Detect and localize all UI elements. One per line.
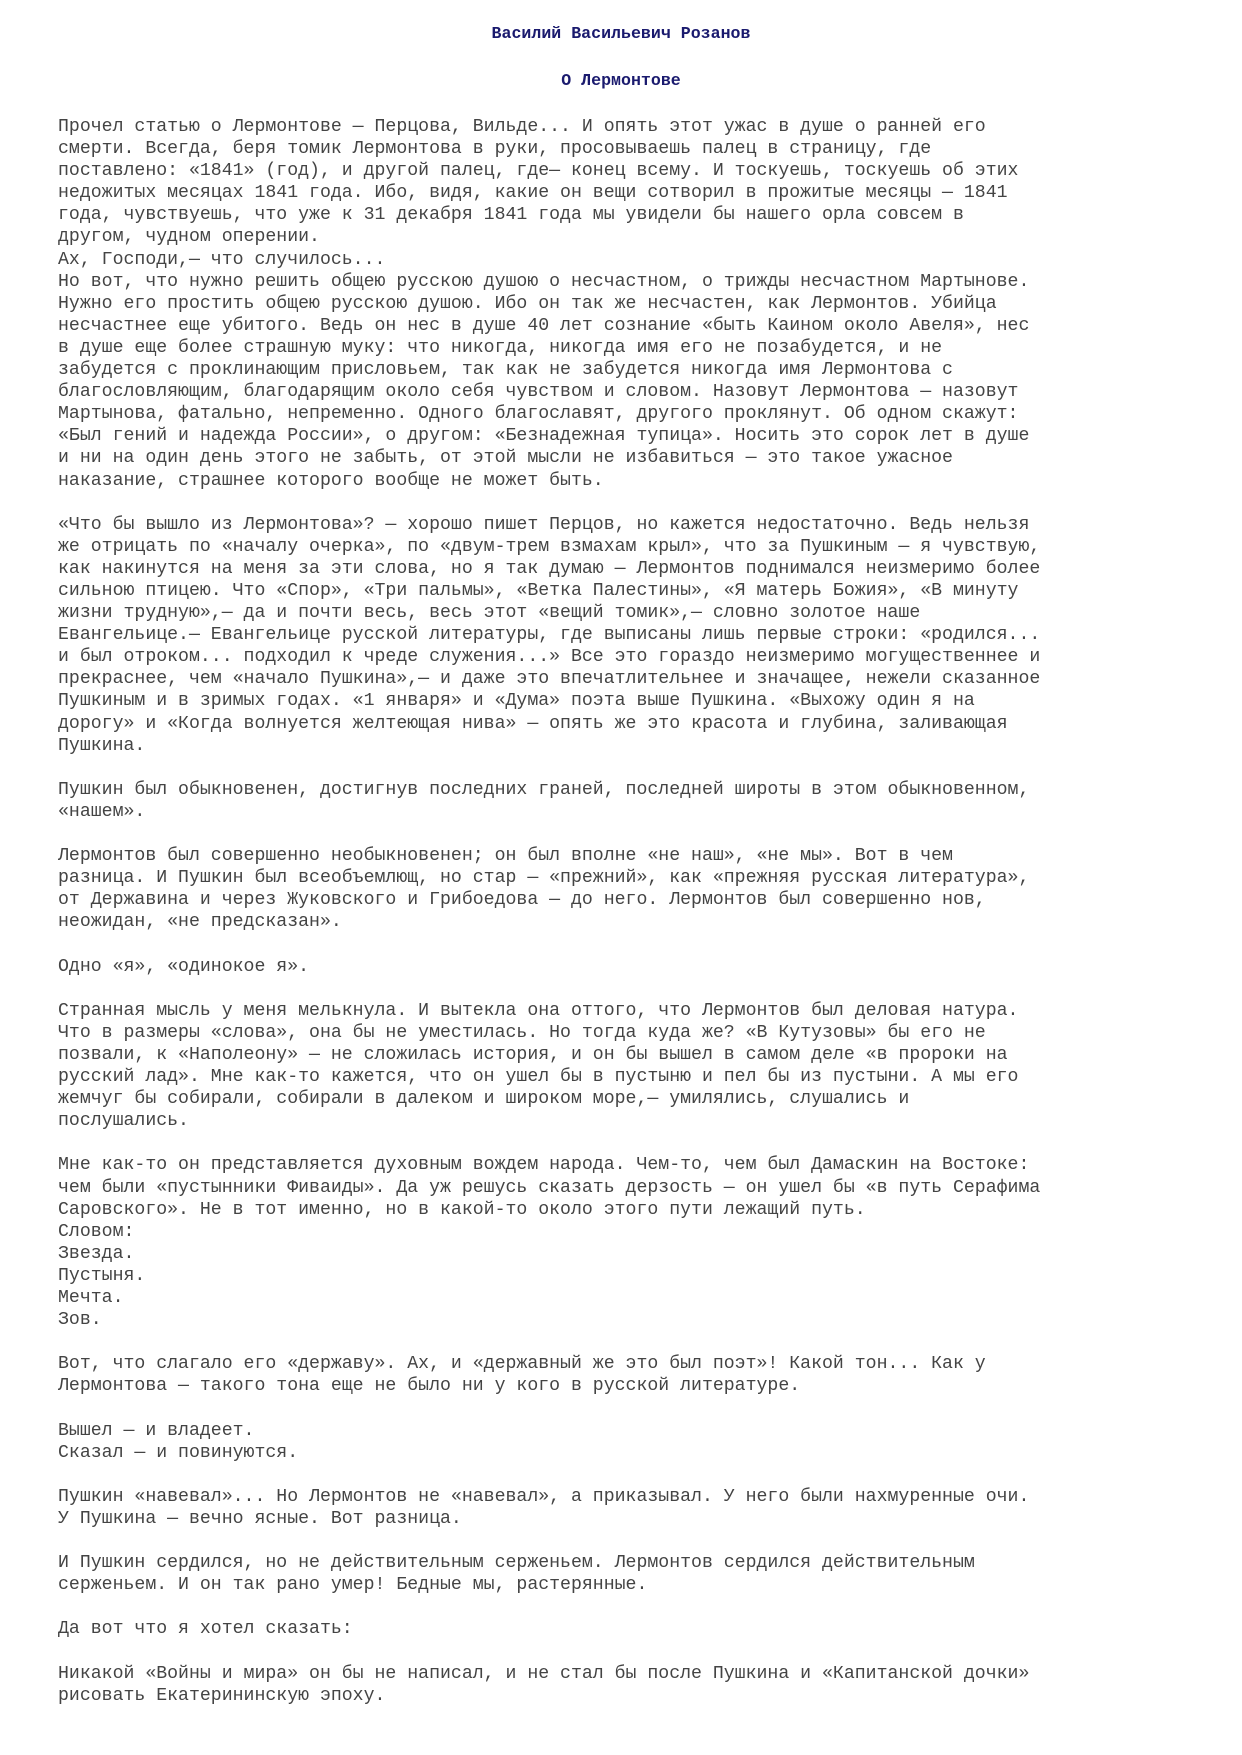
page-title: О Лермонтове	[561, 71, 681, 90]
paragraph: Никакой «Войны и мира» он бы не написал, и не стал бы после Пушкина и «Капитанской дочки» рисовать Екатерининскую эпоху.	[58, 1663, 1030, 1706]
paragraph: Прочел статью о Лермонтове — Перцова, Вильде... И опять этот ужас в душе о ранней его смерти. Всегда, беря томик Лермонтова в руки, просовываешь палец в страницу, где поставлено: «1841» (год), и другой палец, где— конец всему. И тоскуешь, тоскуешь об этих недожитых месяцах 1841 года. Ибо, видя, какие он вещи сотворил в прожитые месяцы — 1841 года, чувствуешь, что уже к 31 декабря 1841 года мы увидели бы нашего орла совсем в другом, чудном оперении. Ах, Господи,— что случилось... Но вот, что нужно решить общею русскою душою о несчастном, о трижды несчастном Мартынове. Нужно его простить общею русскою душою. Ибо он так же несчастен, как Лермонтов. Убийца несчастнее еще убитого. Ведь он нес в душе 40 лет сознание «быть Каином около Авеля», нес в душе еще более страшную муку: что никогда, никогда имя его не позабудется, и не забудется с проклинающим присловьем, так как не забудется никогда имя Лермонтова с благословляющим, благодарящим около себя чувством и словом. Назовут Лермонтова — назовут Мартынова, фатально, непременно. Одного благославят, другого проклянут. Об одном скажут: «Был гений и надежда России», о другом: «Безнадежная тупица». Носить это сорок лет в душе и ни на один день этого не забыть, от этой мысли не избавиться — это такое ужасное наказание, страшнее которого вообще не может быть.	[58, 117, 1030, 491]
paragraph: Вышел — и владеет. Сказал — и повинуются.	[58, 1420, 299, 1463]
paragraph: Лермонтов был совершенно необыкновенен; он был вполне «не наш», «не мы». Вот в чем разница. И Пушкин был всеобъемлющ, но стар — «прежний», как «прежняя русская литература», от Державина и через Жуковского и Грибоедова — до него. Лермонтов был совершенно нов, неожидан, «не предсказан».	[58, 846, 1030, 933]
paragraph-spacer	[58, 1397, 1188, 1419]
paragraph-spacer	[58, 1596, 1188, 1618]
paragraph: Вот, что слагало его «державу». Ах, и «державный же это был поэт»! Какой тон... Как у Лермонтова — такого тона еще не было ни у кого в русской литературе.	[58, 1354, 986, 1397]
paragraph-spacer	[58, 1464, 1188, 1486]
paragraph-spacer	[58, 1132, 1188, 1154]
paragraph-spacer	[58, 978, 1188, 1000]
paragraph: Одно «я», «одинокое я».	[58, 956, 310, 977]
paragraph-spacer	[58, 492, 1188, 514]
paragraph: «Что бы вышло из Лермонтова»? — хорошо пишет Перцов, но кажется недостаточно. Ведь нельзя же отрицать по «началу очерка», по «двум-трем взмахам крыл», что за Пушкиным — я чувствую, как накинутся на меня за эти слова, но я так думаю — Лермонтов поднимался неизмеримо более сильною птицею. Что «Спор», «Три пальмы», «Ветка Палестины», «Я матерь Божия», «В минуту жизни трудную»,— да и почти весь, весь этот «вещий томик»,— словно золотое наше Евангельице.— Евангельице русской литературы, где выписаны лишь первые строки: «родился... и был отроком... подходил к чреде служения...» Все это гораздо неизмеримо могущественнее и прекраснее, чем «начало Пушкина»,— и даже это впечатлительнее и значащее, нежели сказанное Пушкиным и в зримых годах. «1 января» и «Дума» поэта выше Пушкина. «Выхожу один я на дорогу» и «Когда волнуется желтеющая нива» — опять же это красота и глубина, заливающая Пушкина.	[58, 514, 1041, 756]
paragraph: И Пушкин сердился, но не действительным серженьем. Лермонтов сердился действительным серженьем. И он так рано умер! Бедные мы, растерянные.	[58, 1553, 975, 1596]
paragraph-spacer	[58, 823, 1188, 845]
paragraph: Мне как-то он представляется духовным вождем народа. Чем-то, чем был Дамаскин на Востоке: чем были «пустынники Фиваиды». Да уж решусь сказать дерзость — он ушел бы «в путь Серафима Саровского». Не в тот именно, но в какой-то около этого пути лежащий путь. Словом: Звезда. Пустыня. Мечта. Зов.	[58, 1155, 1041, 1331]
paragraph: Странная мысль у меня мелькнула. И вытекла она оттого, что Лермонтов был деловая натура. Что в размеры «слова», она бы не уместилась. Но тогда куда же? «В Кутузовы» бы его не позвали, к «Наполеону» — не сложилась история, и он бы вышел в самом деле «в пророки на русский лад». Мне как-то кажется, что он ушел бы в пустыню и пел бы из пустыни. А мы его жемчуг бы собирали, собирали в далеком и широком море,— умилялись, слушались и послушались.	[58, 1000, 1019, 1132]
paragraph-spacer	[58, 933, 1188, 955]
paragraph: Да вот что я хотел сказать:	[58, 1619, 353, 1640]
paragraph-spacer	[58, 1640, 1188, 1662]
paragraph-spacer	[58, 1331, 1188, 1353]
author-heading: Василий Васильевич Розанов	[491, 24, 751, 43]
paragraph-spacer	[58, 757, 1188, 779]
paragraph: Пушкин был обыкновенен, достигнув последних граней, последней широты в этом обыкновенном, «нашем».	[58, 779, 1030, 822]
document-body	[58, 116, 1188, 1707]
paragraph-spacer	[58, 1530, 1188, 1552]
paragraph: Пушкин «навевал»... Но Лермонтов не «навевал», а приказывал. У него были нахмуренные очи. У Пушкина — вечно ясные. Вот разница.	[58, 1486, 1030, 1529]
